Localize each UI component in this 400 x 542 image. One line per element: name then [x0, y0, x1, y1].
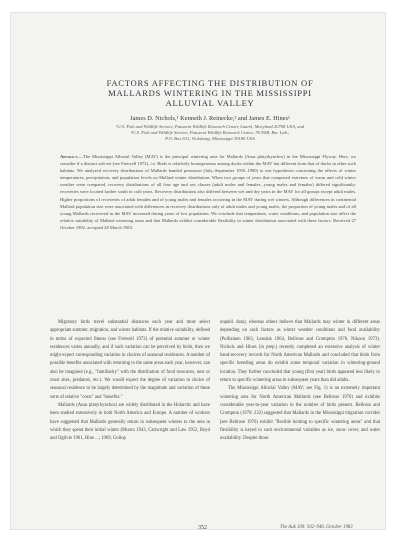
affiliation-line: P.O. Box 631, Vicksburg, Mississippi 39180 USA — [165, 136, 255, 141]
body-paragraph: The Mississippi Alluvial Valley (MAV; see Fig. 1) is an extremely important wintering area for North American Mallards (see Bellrose 1976) and exhibits considerable year-to-year variation in the number of birds present. Bellrose and Crompton (1970: 232) suggested that Mallards in the Mississippi migration corridor (see Bellrose 1976) exhibit "flexible homing to specific wintering areas" and that flexibility is keyed to such environmental variables as ice, snow cover, and water availability. Despite those — [220, 386, 380, 442]
title-line: MALLARDS WINTERING IN THE MISSISSIPPI — [108, 88, 312, 98]
article-title — [30, 78, 390, 108]
affiliations — [50, 124, 370, 142]
page-number: 352 — [198, 525, 207, 531]
body-paragraph: Migratory birds travel substantial distances each year and must select appropriate summer, migration, and winter habitats. If the relative suitability, defined in terms of expected fitness (see Fretwell 1972) of potential summer or winter residences varies annually, and if such variation can be perceived by birds, then we might expect corresponding variation in choices of seasonal residences. A number of possible benefits associated with returning to the same areas each year, however, can also be imagined (e.g., "familiarity" with the distribution of food resources, nest or roost sites, predators, etc.). We would expect the degree of variation in choice of seasonal residence to be largely determined by the magnitude and variation of these sorts of relative "costs" and "benefits." — [50, 320, 210, 400]
abstract-lead: Abstract. — [60, 154, 79, 159]
title-line: ALLUVIAL VALLEY — [165, 98, 255, 108]
body-column-right — [220, 319, 380, 443]
author-list: James D. Nichols,¹ Kenneth J. Reinecke,² and James E. Hines¹ — [130, 115, 290, 122]
body-paragraph: unpubl. data), whereas others believe that Mallards may winter in different areas depending on such factors as winter weather conditions and food availability (Pulliainen 1963, Lensink 1964, Bellrose and Crompton 1970, Nikoon 1973). Nichols and Hines (in prep.) recently completed an extensive analysis of winter band-recovery records for North American Mallards and concluded that birds from specific breeding areas do exhibit some temporal variation in wintering-ground location. They further concluded that young (first year) birds appeared less likely to return to specific wintering areas in subsequent years than did adults. — [220, 320, 380, 384]
paper-page — [10, 12, 386, 530]
abstract-text: —The Mississippi Alluvial Valley (MAV) is the principal wintering area for Mallards (Anas platyrhynchos) in the Mississippi Flyway. Here, we consider if a distinct sub-set (see Fretwell 1972), i.e. Birds is relatively homogeneous among ducks within the MAV but different from that of ducks in other such habitats. We analyzed recovery distributions of Mallards banded preseason (July–September 1950–1980) to test hypotheses concerning the effects of winter temperatures, precipitation, and population levels on Mallard winter distribution. When two groups of years that comprised extremes of warm and cold winter weather were compared, recovery distributions of all four age and sex classes (adult males and females, young males and females) differed significantly; recoveries were located farther south in cold years. Recovery distributions also differed between wet and dry years in the MAV for all groups except adult males. Higher proportions of recoveries of adult females and of young males and females occurring in the MAV during wet winters. Although differences in continental Mallard population size were associated with differences in recovery distributions only of adult males and young males, the proportion of young males and of all young Mallards recovered in the MAV increased during years of low population. We conclude that temperature, water conditions, and population size affect the relative suitability of Mallard wintering areas and that Mallards exhibit considerable flexibility in winter distribution associated with these factors. Received 27 October 1982, accepted 28 March 1983. — [60, 154, 356, 230]
affiliation-line: ²U.S. Fish and Wildlife Service, Patuxent Wildlife Research Center, 78 NSB, Rm. Lab., — [130, 130, 290, 135]
affiliation-line: ¹U.S. Fish and Wildlife Service, Patuxent Wildlife Research Center, Laurel, Maryland 20708 USA, and — [115, 124, 305, 129]
body-paragraph: Mallards (Anas platyrhynchos) are widely distributed in the Holarctic and have been studied extensively in both North America and Europe. A number of workers have suggested that Mallards generally return in subsequent winters to the area in which they spend their initial winter (Munro 1943, Cartwright and Law 1952, Boyd and Ogilvie 1961, Hine ...; 1969, Gollop — [50, 402, 210, 442]
title-line: FACTORS AFFECTING THE DISTRIBUTION OF — [106, 78, 314, 88]
journal-citation: The Auk 100: 932–946. October 1983 — [280, 525, 353, 530]
body-column-left — [50, 319, 210, 443]
abstract — [60, 153, 356, 231]
